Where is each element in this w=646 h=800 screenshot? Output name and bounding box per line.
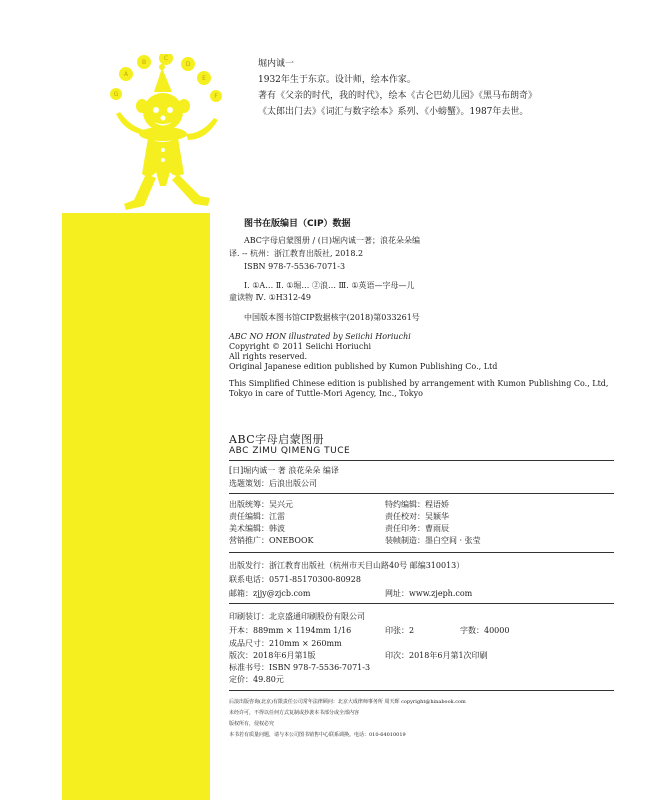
author-credit-line: [日]堀内诚一 著 浪花朵朵 编译: [229, 466, 339, 475]
clown-hat: [154, 68, 172, 92]
footer-line: 本书若有质量问题，请与本公司图书销售中心联系调换。电话：010-64010019: [229, 732, 406, 738]
footer-line: 后浪出版咨询(北京)有限责任公司常年法律顾问：北京大成律师事务所 周天晖 copyright@hinabook.com: [229, 699, 466, 705]
ball-letter: D: [185, 61, 191, 68]
staff-cell: 装帧制造：墨白空间 · 张莹: [385, 536, 481, 545]
staff-cell: 出版统筹：吴兴元: [229, 500, 293, 509]
divider: [229, 690, 614, 691]
rights-line: This Simplified Chinese edition is published by arrangement with Kumon Publishing Co., Ltd,: [229, 379, 609, 388]
divider: [229, 493, 614, 494]
cip-title: 图书在版编目（CIP）数据: [244, 219, 351, 229]
book-title-cn: ABC字母启蒙图册: [229, 433, 325, 446]
author-bio-line: 《太郎出门去》《词汇与数字绘本》系列、《小螃蟹》。1987年去世。: [258, 107, 529, 117]
impression-line: 印次：2018年6月第1次印刷: [385, 651, 488, 660]
rights-line: Tokyo in care of Tuttle-Mori Agency, Inc., Tokyo: [229, 389, 423, 398]
rights-line: Original Japanese edition published by Kumon Publishing Co., Ltd: [229, 362, 498, 371]
format-line: 开本：889mm × 1194mm 1/16: [229, 626, 352, 635]
divider: [229, 552, 614, 553]
words-line: 字数：40000: [460, 626, 510, 635]
cip-subject-line: Ⅰ. ①A… Ⅱ. ①堀… ②浪… Ⅲ. ①英语—字母—儿: [244, 281, 415, 290]
clown-juggler-illustration: [104, 54, 232, 214]
yellow-decorative-bar: [62, 213, 210, 800]
cip-record: 中国版本图书馆CIP数据核字(2018)第033261号: [244, 313, 420, 322]
cip-line: 译. -- 杭州：浙江教育出版社, 2018.2: [229, 249, 364, 258]
staff-cell: 特约编辑：程语娇: [385, 500, 449, 509]
publisher-line: 出版发行：浙江教育出版社（杭州市天目山路40号 邮编310013）: [229, 561, 465, 570]
author-bio-line: 1932年生于东京。设计师，绘本作家。: [258, 75, 416, 85]
staff-cell: 责任印务：曹雨辰: [385, 524, 449, 533]
staff-cell: 营销推广：ONEBOOK: [229, 536, 314, 545]
planner-line: 选题策划：后浪出版公司: [229, 479, 317, 488]
ball-letter: C: [163, 55, 169, 62]
divider: [229, 603, 614, 604]
book-title-pinyin: ABC ZIMU QIMENG TUCE: [229, 446, 351, 456]
author-name: 堀内诚一: [258, 59, 295, 69]
size-line: 成品尺寸：210mm × 260mm: [229, 639, 342, 648]
rights-line: Copyright © 2011 Seiichi Horiuchi: [229, 342, 372, 351]
staff-cell: 责任校对：吴颖华: [385, 512, 449, 521]
ball-letter: B: [141, 59, 147, 66]
footer-line: 未经许可，不得以任何方式复制或抄袭本书部分或全部内容: [229, 710, 360, 716]
cip-line: ABC字母启蒙图册 / (日)堀内诚一著；浪花朵朵编: [244, 236, 420, 245]
publisher-email: 邮箱：zjjy@zjcb.com: [229, 589, 311, 598]
rights-line: ABC NO HON illustrated by Seiichi Horiuchi: [229, 332, 411, 341]
footer-line: 版权所有，侵权必究: [229, 721, 275, 727]
edition-line: 版次：2018年6月第1版: [229, 651, 316, 660]
ball-letter: E: [202, 75, 206, 82]
ball-letter: F: [214, 93, 218, 100]
printer-line: 印刷装订：北京盛通印刷股份有限公司: [229, 612, 365, 621]
cip-line: ISBN 978-7-5536-7071-3: [244, 262, 346, 271]
ball-letter: A: [123, 71, 129, 78]
rights-line: All rights reserved.: [229, 352, 308, 361]
publisher-phone: 联系电话：0571-85170300-80928: [229, 575, 361, 584]
isbn-line: 标准书号：ISBN 978-7-5536-7071-3: [229, 663, 371, 672]
staff-cell: 美术编辑：韩波: [229, 524, 285, 533]
ball-letter: G: [113, 91, 119, 98]
cip-subject-line: 童读物 Ⅳ. ①H312-49: [229, 293, 311, 302]
publisher-website: 网址：www.zjeph.com: [385, 589, 473, 598]
author-bio-line: 著有《父亲的时代，我的时代》，绘本《古仑巴幼儿园》《黑马布朗奇》: [258, 91, 538, 101]
staff-cell: 责任编辑：江雷: [229, 512, 285, 521]
price-line: 定价：49.80元: [229, 675, 284, 684]
divider: [229, 460, 614, 461]
sheets-line: 印张：2: [385, 626, 415, 635]
